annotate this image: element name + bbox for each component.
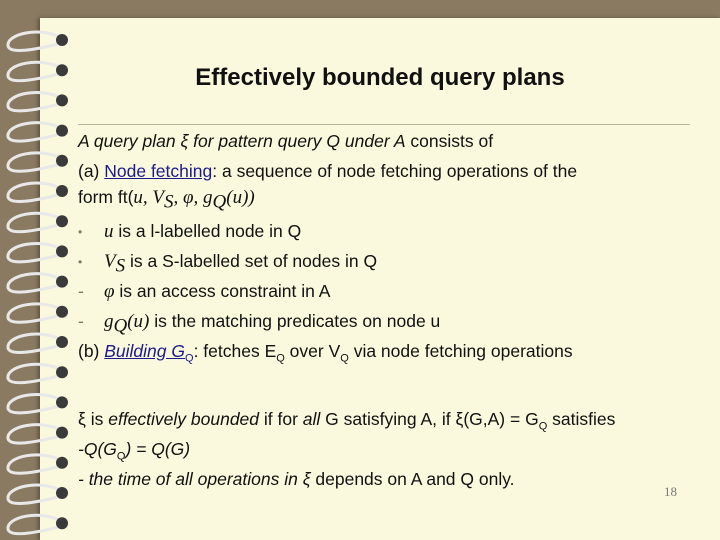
binding-hole bbox=[56, 276, 68, 288]
binding-hole bbox=[56, 306, 68, 318]
dash-marker: - bbox=[78, 311, 84, 331]
binding-hole bbox=[56, 487, 68, 499]
binding-ring bbox=[8, 213, 62, 231]
slide-body bbox=[78, 126, 710, 494]
binding-ring bbox=[8, 455, 62, 473]
intro-line: A query plan ξ for pattern query Q under A consists of bbox=[78, 131, 494, 151]
binding-hole bbox=[56, 215, 68, 227]
binding-hole bbox=[56, 366, 68, 378]
bullet-marker: • bbox=[78, 225, 83, 240]
bullet-marker: • bbox=[78, 255, 83, 270]
binding-hole bbox=[56, 457, 68, 469]
binding-ring bbox=[8, 62, 62, 80]
binding-ring bbox=[8, 485, 62, 503]
page-number: 18 bbox=[664, 484, 677, 499]
binding-hole bbox=[56, 125, 68, 137]
binding-hole bbox=[56, 517, 68, 529]
binding-hole bbox=[56, 34, 68, 46]
binding-hole bbox=[56, 64, 68, 76]
slide-title: Effectively bounded query plans bbox=[195, 64, 565, 91]
binding-ring bbox=[8, 243, 62, 261]
binding-hole bbox=[56, 396, 68, 408]
binding-ring bbox=[8, 394, 62, 412]
binding-ring bbox=[8, 32, 62, 50]
binding-ring bbox=[8, 334, 62, 352]
binding-ring bbox=[8, 274, 62, 292]
binding-ring bbox=[8, 123, 62, 141]
binding-hole bbox=[56, 336, 68, 348]
definition-line: ξ is effectively bounded if for all G satisfying A, if $\xi(G,A) = G_Q$ satisfies bbox=[78, 409, 616, 433]
node-fetching-line: (a) Node fetching: a sequence of node fetching operations of the bbox=[78, 161, 578, 181]
binding-hole bbox=[56, 94, 68, 106]
binding-hole bbox=[56, 245, 68, 257]
bullet-item: • $V_S$ is a S-labelled set of nodes in Q bbox=[78, 246, 710, 276]
bullet-item: - φ is an access constraint in A bbox=[78, 276, 710, 306]
building-line: (b) Building $G_Q$: fetches $E_Q$ over $V_Q$ via node fetching operations bbox=[78, 341, 573, 365]
binding-ring bbox=[8, 92, 62, 110]
binding-ring bbox=[8, 425, 62, 443]
condition-line: $-Q(G_Q) = Q(G)$ bbox=[78, 439, 191, 463]
spiral-binding bbox=[0, 0, 90, 540]
bullet-item: • u is a l-labelled node in Q bbox=[78, 216, 710, 246]
binding-ring bbox=[8, 364, 62, 382]
bullet-item: - $g_Q(u)$ is the matching predicates on node u bbox=[78, 306, 710, 336]
binding-ring bbox=[8, 515, 62, 533]
condition-line: - the time of all operations in ξ depends on A and Q only. bbox=[78, 469, 515, 489]
spacer bbox=[78, 366, 710, 404]
binding-ring bbox=[8, 183, 62, 201]
title-divider bbox=[78, 124, 690, 125]
binding-ring bbox=[8, 153, 62, 171]
building-gq-link[interactable]: Building $G_Q$ bbox=[104, 341, 194, 365]
binding-hole bbox=[56, 427, 68, 439]
form-line: form ft(u, $V_S$, φ, $g_Q(u)$) bbox=[78, 187, 255, 213]
binding-hole bbox=[56, 155, 68, 167]
binding-hole bbox=[56, 185, 68, 197]
node-fetching-link[interactable]: Node fetching bbox=[104, 161, 213, 181]
binding-ring bbox=[8, 304, 62, 322]
dash-marker: - bbox=[78, 281, 84, 301]
